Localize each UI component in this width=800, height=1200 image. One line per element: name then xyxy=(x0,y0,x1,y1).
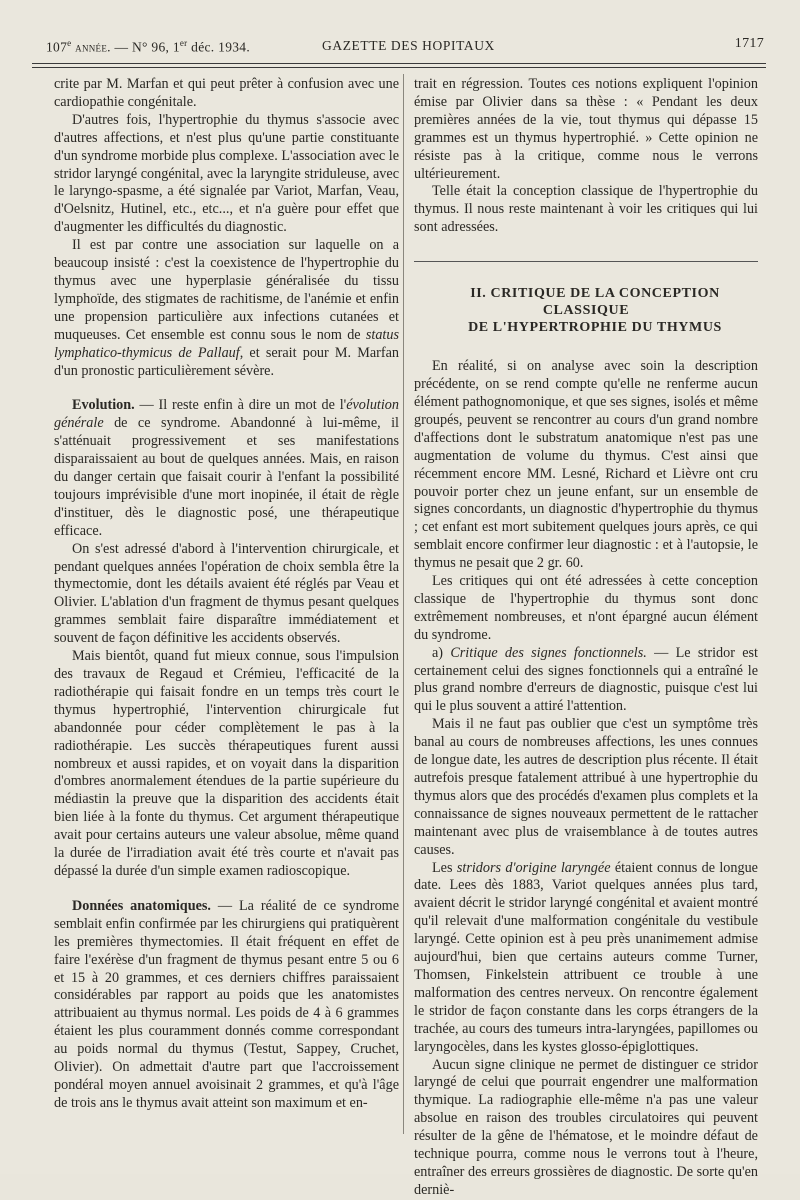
paragraph: D'autres fois, l'hypertrophie du thymus s'associe avec d'autres affections, et n'est plus qu'une partie constituante d'un syndrome morbide plus complexe. L'association avec le stridor laryngé congénital, avec la laryngite striduleuse, avec le laryngo-spasme, a été signalée par Variot, Marfan, Veau, d'Oelsnitz, Hutinel, etc., etc..., et n'a guère pour effet que d'augmenter les difficultés du diagnostic. xyxy=(54,111,399,236)
text-run: Il est par contre une association sur laquelle on a beaucoup insisté : c'est la coexistence de l'hypertrophie du thymus avec une hyperplasie généralisée du tissu lymphoïde, des stigmates de rachitisme, de l'anémie et enfin une propension particulière aux infections cutanées et muqueuses. Cet ensemble est connu sous le nom de xyxy=(54,237,399,343)
section-title-line2: DE L'HYPERTROPHIE DU THYMUS xyxy=(468,320,722,336)
header-rule xyxy=(32,63,766,68)
emphasis: évolution générale xyxy=(54,397,399,432)
issue-annee: année xyxy=(75,39,108,55)
paragraph: trait en régression. Toutes ces notions expliquent l'opinion émise par Olivier dans sa thèse : « Pendant les deux premières années de la vie, tout thymus qui dépasse 15 grammes est un thymus hypertrophié. » Cette opinion ne résiste pas à la critique, comme nous le verrons ultérieurement. xyxy=(414,76,758,182)
page-number: 1717 xyxy=(734,36,764,51)
text-run: — La réalité de ce syndrome semblait enfin confirmée par les chirurgiens qui pratiquèrent les premières thymectomies. Il était fréquent en effet de faire l'exérèse d'un fragment de thymus pesant entre 5 ou 6 et 15 à 20 grammes, et ces derniers chiffres paraissaient considérables par rapport au poids que les anatomistes attribuaient au thymus normal. Les poids de 4 à 6 grammes étaient les plus couramment donnés comme correspondant au poids normal du thymus (Testut, Sappey, Cruchet, Olivier). On admettait d'autre part que l'accroissement pondéral moyen annuel avoisinait 2 grammes, et qu'à l'âge de trois ans le thymus avait atteint son maximum et en- xyxy=(54,897,400,1111)
spacer xyxy=(414,336,758,358)
paragraph: Les critiques qui ont été adressées à cette conception classique de l'hypertrophie du thymus sont donc extrêmement nombreuses, et n'ont épargné aucun élément du syndrome. xyxy=(414,573,758,643)
issue-info xyxy=(46,38,250,56)
paragraph xyxy=(414,860,758,1057)
issue-date: déc. 1934. xyxy=(187,39,251,55)
text-run: — Il reste enfin à dire un mot de l' xyxy=(134,397,347,414)
section-title-line1: II. CRITIQUE DE LA CONCEPTION CLASSIQUE xyxy=(470,286,720,319)
text-run: Les xyxy=(432,859,457,876)
paragraph: Telle était la conception classique de l'hypertrophie du thymus. Il nous reste maintenant à voir les critiques qui lui sont adressées. xyxy=(414,183,758,236)
text-run: — Le stridor est certainement celui des signes fonctionnels qui a entraîné le plus grand nombre d'erreurs de diagnostic, puisque c'est lui qui le plus souvent a attiré l'attention. xyxy=(414,644,758,715)
column-divider xyxy=(403,74,404,1134)
emphasis: stridors d'origine laryngée xyxy=(456,859,611,876)
emphasis: status lymphatico-thymicus de Pallauf xyxy=(54,326,399,361)
text-run: étaient connus de longue date. Lees dès 1883, Variot quelques années plus tard, avaient décrit le stridor laryngé congénital et avaient montré qu'il relevait d'une malformation congénitale du vestibule laryngé. Cette opinion est à peu près unanimement admise aujourd'hui, bien que certains auteurs comme Turner, Thomsen, Finkelstein attribuent ce trouble à une malformation des centres nerveux. On rencontre également le stridor de façon constante dans les corps étrangers de la trachée, au cours des tumeurs intra-laryngées, papillomes ou laryngocèles, dans les kystes glosso-épiglottiques. xyxy=(414,859,758,1055)
run-in-heading: Données anatomiques. xyxy=(72,897,211,914)
run-in-heading: Evolution. xyxy=(72,397,135,414)
paragraph xyxy=(54,237,399,380)
issue-number: . — N° 96, 1 xyxy=(107,39,180,55)
left-column xyxy=(54,76,399,1113)
issue-year-sup: e xyxy=(67,38,72,48)
paragraph: crite par M. Marfan et qui peut prêter à confusion avec une cardiopathie congénitale. xyxy=(54,76,399,110)
emphasis: Critique des signes fonctionnels. xyxy=(450,644,647,661)
paragraph: Mais bientôt, quand fut mieux connue, sous l'impulsion des travaux de Regaud et Crémieu, l'efficacité de la radiothérapie qui faisait fondre en un temps très court le thymus hypertrophié, l'intervention chirurgicale fut abandonnée pour céder complètement le pas à la radiothérapie. Les succès thérapeutiques furent aussi nombreux et aussi rapides, et on voyait dans la disparition d'ombres anormalement étendues de la partie supérieure du médiastin la preuve que la disparition des accidents était bien liée à la fonte du thymus. Cet argument thérapeutique avait pour certains auteurs une valeur absolue, même quand la durée de l'irradiation avait été très courte et n'avait pas dépassé la durée d'un simple examen radioscopique. xyxy=(54,648,399,879)
paragraph: Mais il ne faut pas oublier que c'est un symptôme très banal au cours de nombreuses affections, les unes connues de longue date, les autres de description plus récente. Il était autrefois presque fatalement attribué à une hypertrophie du thymus alors que des procédés d'examen plus complets et la connaissance de signes nouveaux permettent de le rattacher maintenant avec plus de vraisemblance à de toutes autres causes. xyxy=(414,716,758,858)
right-column xyxy=(414,76,758,1200)
journal-title: GAZETTE DES HOPITAUX xyxy=(322,38,495,53)
paragraph: Aucun signe clinique ne permet de distinguer ce stridor laryngé de celui que pourrait engendrer une malformation thymique. La radiographie elle-même n'a pas une valeur absolue en raison des troubles circulatoires qui peuvent résulter de la gêne de l'hématose, et le moindre défaut de technique pourra, comme nous le verrons tout à l'heure, entraîner des erreurs grossières de diagnostic. De sorte qu'en derniè- xyxy=(414,1056,758,1198)
paragraph: On s'est adressé d'abord à l'intervention chirurgicale, et pendant quelques années l'opération de choix sembla être la thymectomie, dont les détails avaient été réglés par Veau et Olivier. L'ablation d'un fragment de thymus pesant quelques grammes semblait faire disparaître immédiatement et souvent de façon définitive les accidents observés. xyxy=(54,540,399,647)
running-head xyxy=(46,38,764,58)
issue-day-sup: er xyxy=(179,38,188,48)
text-run: , et serait pour M. Marfan d'un pronostic particulièrement sévère. xyxy=(54,344,399,379)
paragraph-evolution xyxy=(54,397,399,540)
paragraph-donnees xyxy=(54,898,399,1113)
text-run: a) xyxy=(432,644,451,661)
text-run: de ce syndrome. Abandonné à lui-même, il s'atténuait progressivement et ses manifestations disparaissaient au bout de quelques années. Mais, en raison du danger certain que faisait courir à l'enfant la possibilité toujours imprévisible d'une mort inopinée, il était de règle d'instituer, dès le diagnostic posé, une thérapeutique efficace. xyxy=(54,415,399,539)
paragraph: En réalité, si on analyse avec soin la description précédente, on se rend compte qu'elle ne renferme aucun élément pathognomonique, et que ses signes, isolés et même groupés, peuvent se rencontrer au cours d'un grand nombre d'affections dont le substratum anatomique n'est pas une augmentation de volume du thymus. C'est ainsi que récemment encore MM. Lesné, Richard et Lièvre ont cru pouvoir porter chez un jeune enfant, sur un ensemble de signes concordants, un diagnostic d'hypertrophie du thymus ; cet enfant est mort subitement quelques jours après, ce qui semblait encore confirmer leur diagnostic : et à l'autopsie, le thymus ne pesait que 2 gr. 60. xyxy=(414,358,758,572)
paragraph xyxy=(414,645,758,717)
issue-year: 107 xyxy=(46,39,68,55)
section-rule xyxy=(414,261,758,262)
